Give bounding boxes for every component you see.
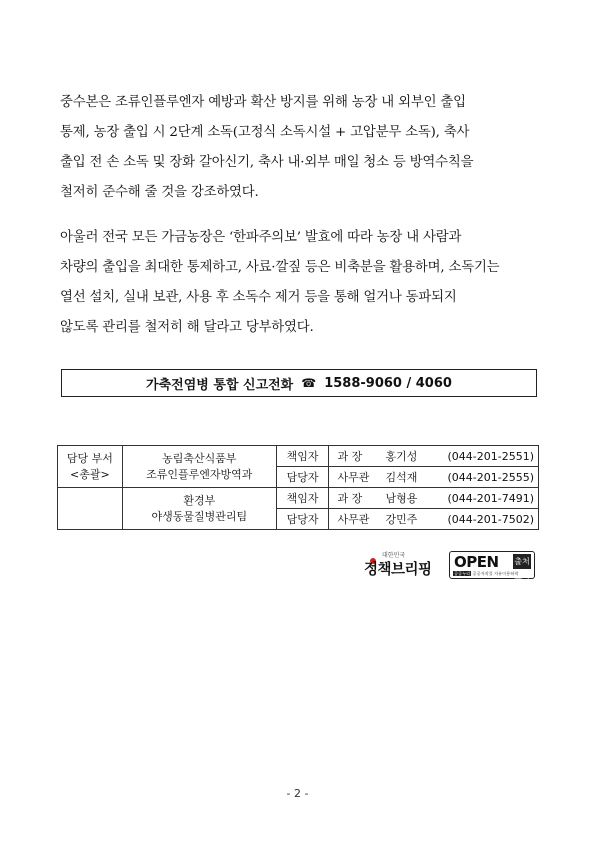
brand-name: 정책브리핑 [364,562,432,578]
contact-table [57,445,539,530]
org-name: 농림축산식품부 [162,451,237,465]
person-name: 홍기성 [385,450,418,463]
position: 과 장 [337,492,363,505]
paragraph-line: 차량의 출입을 최대한 통제하고, 사료·깔짚 등은 비축분을 활용하며, 소독기는 [60,260,500,275]
person-name: 강민주 [385,513,418,526]
license-brand: 공공누리 [454,571,471,576]
role-cell: 책임자 [276,446,329,467]
open-word: OPEN [454,553,499,571]
org-division: 야생동물질병관리팀 [151,509,248,523]
dept-empty-cell [58,488,123,530]
paragraph-line: 출입 전 손 소독 및 장화 갈아신기, 축사 내·외부 매일 청소 등 방역수칙을 [60,155,474,170]
org-name: 환경부 [183,493,216,507]
table-row [58,488,539,509]
role-cell: 담당자 [276,509,329,530]
body-paragraph-1 [60,88,538,208]
license-subtext [453,571,518,577]
phone-icon: ☎ [301,376,317,390]
report-hotline-box [61,369,537,397]
phone-number: (044-201-2551) [447,450,534,463]
kogl-open-license-logo [449,551,535,579]
role-cell: 담당자 [276,467,329,488]
person-cell [329,446,539,467]
license-desc: 공공저작물 자유이용허락 [472,571,519,576]
paragraph-line: 열선 설치, 실내 보관, 사용 후 소독수 제거 등을 통해 얼거나 동파되지 [60,290,457,305]
footer-logos [364,549,535,581]
person-cell [329,467,539,488]
person-name: 김석재 [385,471,418,484]
org-cell [122,446,276,488]
dept-sublabel: <총괄> [70,467,110,481]
paragraph-line: 중수본은 조류인플루엔자 예방과 확산 방지를 위해 농장 내 외부인 출입 [60,95,466,110]
position: 사무관 [337,513,370,526]
body-paragraph-2 [60,223,538,343]
paragraph-line: 철저히 준수해 줄 것을 강조하였다. [60,185,259,200]
paragraph-line: 통제, 농장 출입 시 2단계 소독(고정식 소독시설 + 고압분무 소독), 축사 [60,125,470,140]
dept-label-cell [58,446,123,488]
position: 사무관 [337,471,370,484]
position: 과 장 [337,450,363,463]
dept-label: 담당 부서 [66,451,113,465]
phone-number: (044-201-7502) [447,513,534,526]
paragraph-line: 않도록 관리를 철저히 해 달라고 당부하였다. [60,320,314,335]
attribution-icon: 출처표시 [513,554,531,569]
hotline-label: 가축전염병 통합 신고전화 [146,377,294,393]
org-cell [122,488,276,530]
brand-small-text: 대한민국 [382,552,406,559]
org-division: 조류인플루엔자방역과 [146,467,253,481]
person-cell [329,509,539,530]
page-number: - 2 - [286,787,309,800]
policy-briefing-logo [364,550,440,580]
paragraph-line: 아울러 전국 모든 가금농장은 ‘한파주의보’ 발효에 따라 농장 내 사람과 [60,230,462,245]
role-cell: 책임자 [276,488,329,509]
hotline-numbers: 1588-9060 / 4060 [324,375,452,391]
phone-number: (044-201-2555) [447,471,534,484]
table-row [58,446,539,467]
person-cell [329,488,539,509]
person-name: 남형용 [385,492,418,505]
phone-number: (044-201-7491) [447,492,534,505]
